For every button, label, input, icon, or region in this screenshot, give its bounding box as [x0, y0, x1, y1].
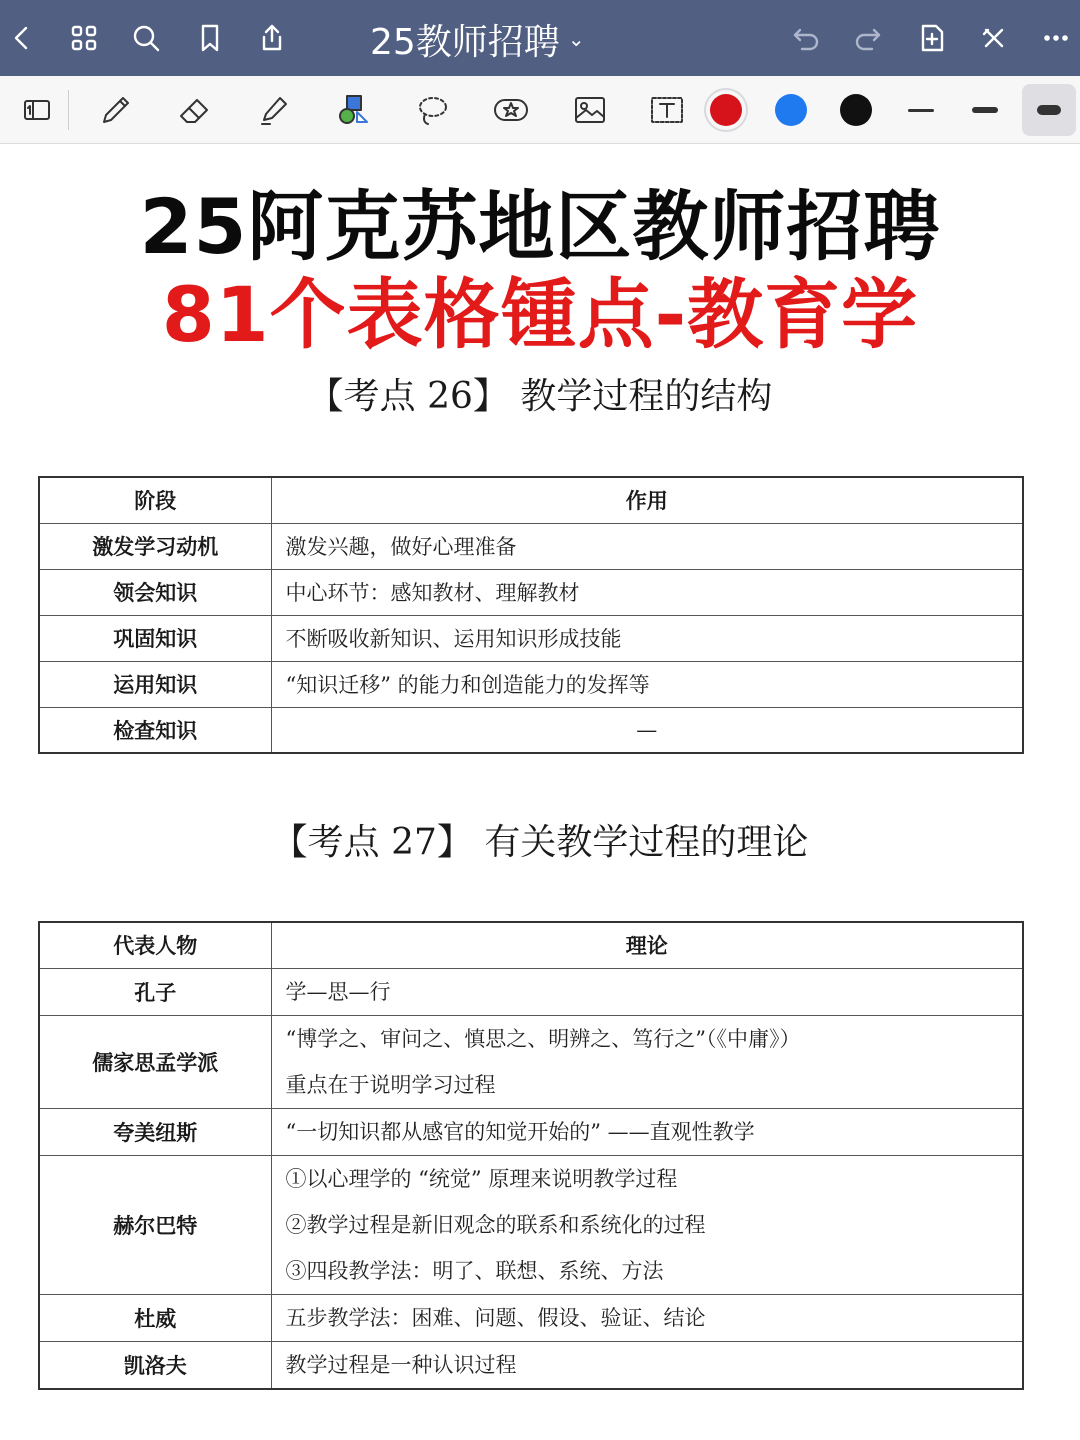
function-cell: 激发兴趣，做好心理准备: [271, 523, 1023, 569]
column-header: 作用: [271, 477, 1023, 523]
table-row: [39, 1294, 1023, 1341]
shapes-icon[interactable]: [330, 88, 376, 132]
table-header-row: [39, 477, 1023, 523]
person-cell: 孔子: [39, 968, 271, 1015]
annotation-toolbar: [0, 76, 1080, 144]
table-row: [39, 523, 1023, 569]
stage-cell: 检查知识: [39, 707, 271, 753]
document-title[interactable]: [370, 14, 585, 64]
table-row: [39, 661, 1023, 707]
theory-cell: [271, 1155, 1023, 1294]
redo-icon[interactable]: [848, 18, 888, 58]
theory-cell: [271, 1294, 1023, 1341]
theory-line: 教学过程是一种认识过程: [285, 1352, 517, 1377]
table-row: [39, 1015, 1023, 1108]
person-cell: 儒家思孟学派: [39, 1015, 271, 1108]
top-nav-bar: [0, 0, 1080, 76]
table-row: [39, 569, 1023, 615]
person-cell: 凯洛夫: [39, 1341, 271, 1389]
teaching-process-theories-table: [38, 921, 1024, 1390]
teaching-process-structure-table: [38, 476, 1024, 754]
color-swatch-blue[interactable]: [775, 94, 807, 126]
function-cell: —: [271, 707, 1023, 753]
theory-line: 学—思—行: [285, 979, 391, 1004]
line-width-thick[interactable]: [1037, 105, 1061, 115]
theory-cell: [271, 1108, 1023, 1155]
undo-icon[interactable]: [786, 18, 826, 58]
back-icon[interactable]: [2, 18, 42, 58]
theory-line: ①以心理学的 “统觉” 原理来说明教学过程: [285, 1166, 678, 1191]
toolbar-divider: [68, 90, 69, 130]
lasso-icon[interactable]: [409, 88, 455, 132]
table-row: [39, 615, 1023, 661]
text-box-icon[interactable]: [644, 88, 690, 132]
eraser-icon[interactable]: [172, 88, 218, 132]
line-width-medium[interactable]: [972, 107, 998, 113]
add-page-icon[interactable]: [912, 18, 952, 58]
table-row: [39, 1155, 1023, 1294]
theory-line: 五步教学法：困难、问题、假设、验证、结论: [285, 1305, 706, 1330]
function-cell: 不断吸收新知识、运用知识形成技能: [271, 615, 1023, 661]
function-cell: 中心环节：感知教材、理解教材: [271, 569, 1023, 615]
theory-line: “博学之、审问之、慎思之、明辨之、笃行之”（《中庸》）: [285, 1026, 801, 1051]
close-icon[interactable]: [974, 18, 1014, 58]
theory-line: “一切知识都从感官的知觉开始的” ——直观性教学: [285, 1119, 755, 1144]
theory-line: ②教学过程是新旧观念的联系和系统化的过程: [285, 1212, 706, 1237]
column-header: 代表人物: [39, 922, 271, 968]
theory-line: 重点在于说明学习过程: [285, 1072, 496, 1097]
headline-subtitle: 81个表格锺点-教育学: [161, 270, 919, 359]
grid-icon[interactable]: [64, 18, 104, 58]
stage-cell: 运用知识: [39, 661, 271, 707]
read-mode-icon[interactable]: [14, 88, 60, 132]
pen-icon[interactable]: [93, 88, 139, 132]
more-icon[interactable]: [1036, 18, 1076, 58]
table-row: [39, 707, 1023, 753]
line-width-thin[interactable]: [908, 109, 934, 112]
color-swatch-red[interactable]: [710, 94, 742, 126]
stage-cell: 巩固知识: [39, 615, 271, 661]
share-icon[interactable]: [252, 18, 292, 58]
section-27-heading: 【考点 27】 有关教学过程的理论: [271, 822, 809, 863]
chevron-down-icon: ⌄: [567, 27, 585, 51]
column-header: 理论: [271, 922, 1023, 968]
color-swatch-black[interactable]: [840, 94, 872, 126]
function-cell: “知识迁移” 的能力和创造能力的发挥等: [271, 661, 1023, 707]
column-header: 阶段: [39, 477, 271, 523]
headline-title: 25阿克苏地区教师招聘: [139, 182, 941, 271]
search-icon[interactable]: [126, 18, 166, 58]
bookmark-icon[interactable]: [190, 18, 230, 58]
stage-cell: 激发学习动机: [39, 523, 271, 569]
document-title-text: 25教师招聘: [370, 21, 560, 63]
theory-cell: [271, 1341, 1023, 1389]
table-row: [39, 1341, 1023, 1389]
theory-cell: [271, 968, 1023, 1015]
person-cell: 夸美纽斯: [39, 1108, 271, 1155]
table-row: [39, 968, 1023, 1015]
section-26-heading: 【考点 26】 教学过程的结构: [307, 376, 773, 417]
theory-cell: [271, 1015, 1023, 1108]
theory-line: ③四段教学法：明了、联想、系统、方法: [285, 1258, 664, 1283]
stage-cell: 领会知识: [39, 569, 271, 615]
table-header-row: [39, 922, 1023, 968]
highlighter-icon[interactable]: [251, 88, 297, 132]
sticker-icon[interactable]: [488, 88, 534, 132]
table-row: [39, 1108, 1023, 1155]
person-cell: 杜威: [39, 1294, 271, 1341]
image-icon[interactable]: [567, 88, 613, 132]
person-cell: 赫尔巴特: [39, 1155, 271, 1294]
